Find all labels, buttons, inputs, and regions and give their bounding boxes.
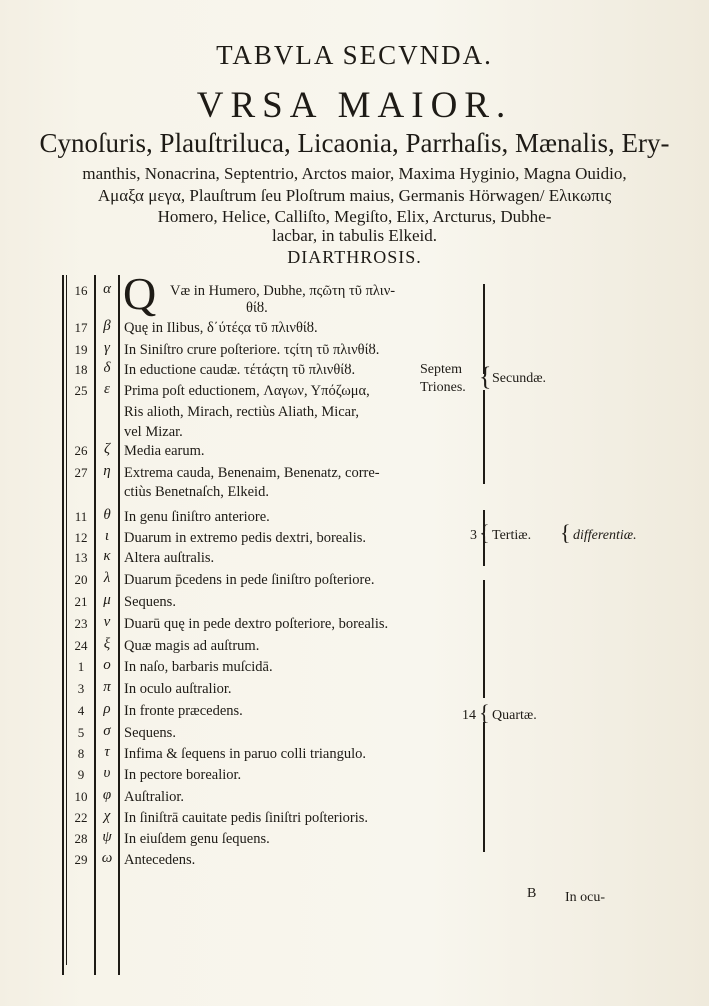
star-number: 10 [74,789,88,804]
bayer-letter: ν [103,614,111,630]
star-description: Infima & ſequens in paruo colli triangulo. [124,746,367,762]
star-number: 5 [77,725,85,740]
drop-capital: Q [123,268,157,319]
star-description-continued: vel Mizar. [124,424,183,440]
names-line-3: Αμαξα μεγα, Plauſtrum ſeu Ploſtrum maius, Germanis Hörwagen/ Ελικωπις [97,186,612,205]
constellation-title: VRSA MAIOR. [196,85,513,126]
bayer-letter: ρ [103,701,111,717]
table-heading: TABVLA SECVNDA. [216,40,493,70]
star-description: Media earum. [124,443,205,459]
star-description: Sequens. [124,594,176,610]
secundae-label: Secundæ. [492,371,547,386]
star-number: 11 [74,509,88,524]
bayer-letter: γ [104,340,110,356]
bayer-letter: ε [104,381,110,397]
tertiae-brace: { [479,520,490,545]
star-description: In ſiniſtrā cauitate pedis ſiniſtri poſterioris. [124,810,369,826]
bayer-letter: χ [103,808,111,824]
star-number: 29 [74,852,88,867]
differentiae-brace: { [560,520,571,545]
star-description: In naſo, barbaris muſcidā. [124,659,273,675]
bayer-letter: λ [103,570,111,586]
star-number: 24 [74,638,88,653]
star-number: 1 [77,659,85,674]
star-description: Duarum p̄cedens in pede ſiniſtro poſteriore. [124,572,375,588]
star-description: Auſtralior. [124,789,185,805]
star-number: 25 [74,383,88,398]
quartae-count: 14 [462,708,476,723]
star-number: 21 [74,594,88,609]
bayer-letter: θ [103,507,111,523]
star-number: 8 [77,746,85,761]
star-description: Prima poſt eductionem, Λαγων, Υπόζωμα, [124,383,370,399]
star-description: Væ in Humero, Dubhe, πςῶτη τῦ πλιν- [170,283,396,299]
quartae-brace: { [479,700,490,725]
names-line-5: lacbar, in tabulis Elkeid. [271,226,438,245]
names-line-4: Homero, Helice, Calliſto, Megiſto, Elix, Arcturus, Dubhe- [157,207,552,226]
star-number: 20 [74,572,88,587]
bayer-letter: τ [104,744,110,760]
bayer-letter: υ [103,765,111,781]
star-description: In pectore borealior. [124,767,242,783]
star-description-continued: ctiùs Benetnaſch, Elkeid. [124,484,269,500]
bayer-letter: η [103,463,111,479]
tertiae-count: 3 [470,528,477,543]
star-description: Quæ magis ad auſtrum. [124,638,260,654]
catchword: In ocu- [565,890,606,905]
secundae-brace-line-top [483,284,485,374]
star-description: Antecedens. [124,852,196,868]
bayer-letter: ι [104,528,110,544]
star-number: 23 [74,616,88,631]
tertiae-label: Tertiæ. [492,528,532,543]
bayer-letter: φ [102,787,112,803]
septem-label: Septem [420,362,462,377]
bayer-letter: π [103,679,111,695]
star-description-continued: Ris alioth, Mirach, rectiùs Aliath, Micar, [124,404,359,420]
names-line-2: manthis, Nonacrina, Septentrio, Arctos maior, Maxima Hyginio, Magna Ouidio, [82,164,627,183]
star-number: 16 [74,283,88,298]
star-number: 19 [74,342,88,357]
star-number: 9 [77,767,85,782]
table-rule-left [62,275,64,975]
star-description: In Siniſtro crure poſteriore. τςίτη τῦ πλινθίȣ. [124,342,380,358]
table-rule-right [118,275,120,975]
bayer-letter: β [103,318,111,334]
star-number: 3 [77,681,85,696]
star-description: In eductione caudæ. τέτάςτη τῦ πλινθίȣ. [124,362,356,378]
differentiae-label: differentiæ. [573,528,637,543]
quartae-brace-line-bottom [483,722,485,852]
bayer-letter: ψ [102,829,112,845]
star-number: 17 [74,320,88,335]
star-number: 22 [74,810,88,825]
diarthrosis-heading: DIARTHROSIS. [287,247,422,267]
names-line-1: Cynoſuris, Plauſtriluca, Licaonia, Parrhaſis, Mænalis, Ery- [39,128,670,158]
star-description: Altera auſtralis. [124,550,215,566]
quartae-brace-line-top [483,580,485,698]
star-number: 27 [74,465,88,480]
star-description-continued: θίȣ. [246,300,268,316]
star-description: In oculo auſtralior. [124,681,232,697]
star-number: 12 [74,530,88,545]
star-number: 4 [77,703,85,718]
bayer-letter: δ [103,360,111,376]
bayer-letter: ξ [103,636,111,652]
secundae-brace-line-bottom [483,390,485,484]
star-description: In fronte præcedens. [124,703,243,719]
table-rule-left-inner [66,275,67,965]
secundae-brace: { [479,362,492,391]
star-description: In eiuſdem genu ſequens. [124,831,270,847]
bayer-letter: κ [103,548,111,564]
star-description: In genu ſiniſtro anteriore. [124,509,270,525]
star-description: Sequens. [124,725,176,741]
star-description: Quę in Ilibus, δ΄ύτέςα τῦ πλινθίȣ. [124,320,318,336]
star-number: 28 [74,831,88,846]
star-description: Duarū quę in pede dextro poſteriore, borealis. [124,616,389,632]
triones-label: Triones. [420,380,466,395]
bayer-letter: σ [103,723,111,739]
star-description: Duarum in extremo pedis dextri, borealis. [124,530,367,546]
bayer-letter: ο [103,657,111,673]
star-description: Extrema cauda, Benenaim, Benenatz, corre- [124,465,380,481]
star-number: 13 [74,550,88,565]
star-number: 18 [74,362,88,377]
bayer-letter: ζ [103,441,111,457]
bayer-letter: μ [103,592,111,608]
bayer-letter: ω [101,850,113,866]
quartae-label: Quartæ. [492,708,537,723]
signature-mark: B [527,886,537,901]
bayer-letter: α [103,281,111,297]
star-number: 26 [74,443,88,458]
